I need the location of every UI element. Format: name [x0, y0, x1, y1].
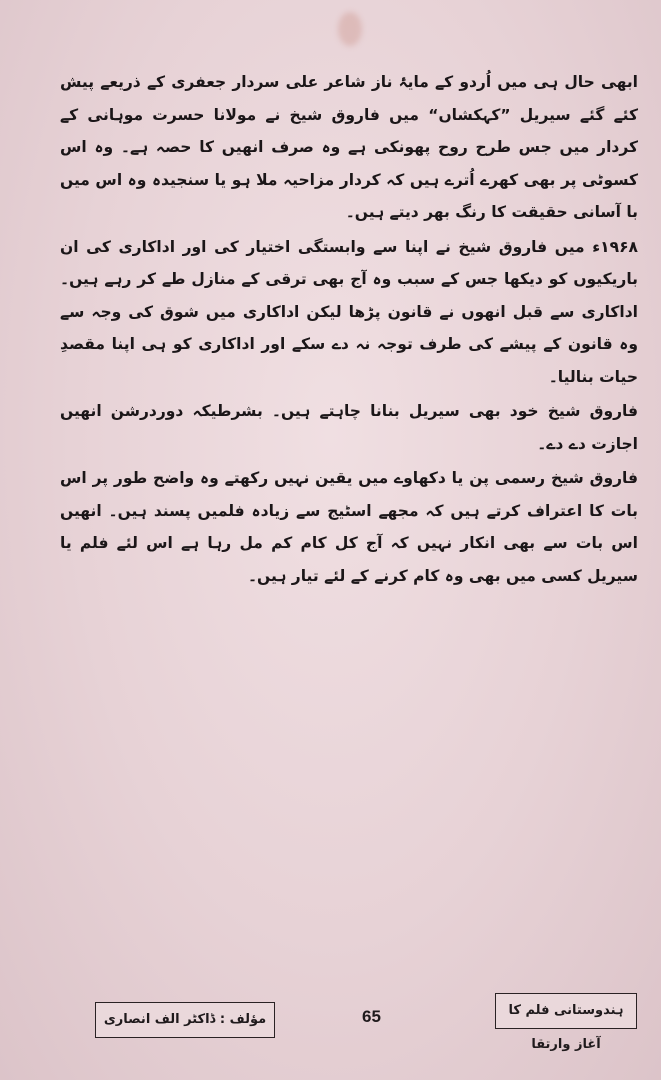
paper-stain	[338, 12, 362, 46]
body-text	[60, 66, 638, 592]
paragraph-2: ۱۹۶۸ء میں فاروق شیخ نے اپنا سے وابستگی اختیار کی اور اداکاری کی ان باریکیوں کو دیکھا جس کے سبب وہ آج بھی ترقی کے منازل طے کر رہے ہیں۔ اداکاری سے قبل انھوں نے قانون پڑھا لیکن اداکاری میں شوق کی وجہ سے وہ قانون کے پیشے کی طرف توجہ نہ دے سکے اور اداکاری کو ہی اپنا مقصدِ حیات بنالیا۔	[60, 237, 638, 386]
paragraph-4: فاروق شیخ رسمی پن یا دکھاوے میں یقین نہیں رکھتے وہ واضح طور پر اس بات کا اعتراف کرتے ہیں کہ مجھے اسٹیج سے زیادہ فلمیں پسند ہیں۔ انھیں اس بات سے بھی انکار نہیں کہ آج کل کام کم مل رہا ہے اس لئے فلم یا سیریل کسی میں بھی وہ کام کرنے کے لئے تیار ہیں۔	[60, 469, 638, 585]
book-title-box: ہندوستانی فلم کا آغاز وارتقا	[495, 993, 637, 1029]
page-footer	[0, 985, 661, 1052]
author-box: مؤلف : ڈاکٹر الف انصاری	[95, 1002, 275, 1038]
paragraph-1: ابھی حال ہی میں اُردو کے مایۂ ناز شاعر علی سردار جعفری کے ذریعے پیش کئے گئے سیریل ”کہکشاں“ میں فاروق شیخ نے مولانا حسرت موہانی کے کردار میں جس طرح روح پھونکی ہے وہ صرف انھیں کا حصہ ہے۔ وہ اس کسوٹی پر بھی کھرے اُترے ہیں کہ کردار مزاحیہ ملا ہو یا سنجیدہ وہ اس میں با آسانی حقیقت کا رنگ بھر دیتے ہیں۔	[60, 73, 638, 221]
paragraph-3: فاروق شیخ خود بھی سیریل بنانا چاہتے ہیں۔ بشرطیکہ دوردرشن انھیں اجازت دے دے۔	[60, 402, 638, 453]
page-number: 65	[362, 1007, 381, 1026]
